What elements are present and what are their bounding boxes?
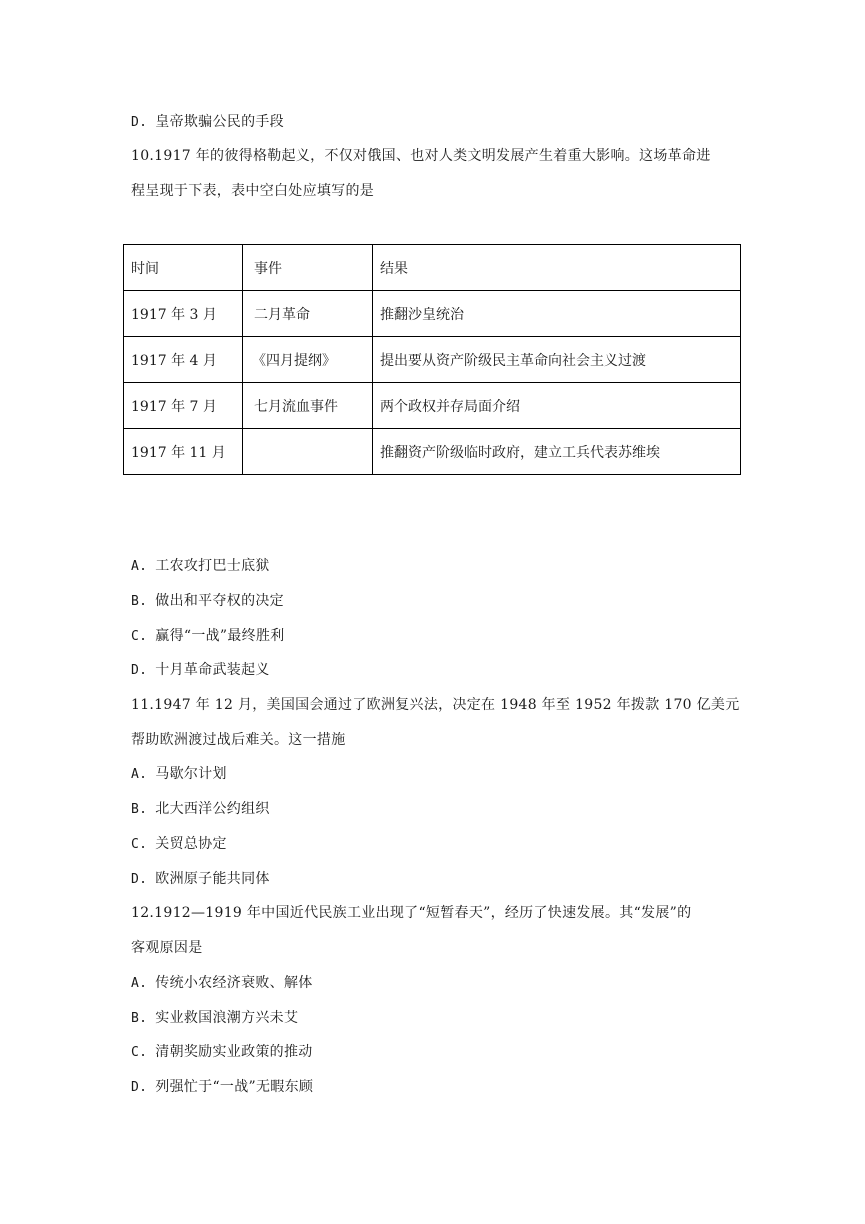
q12-stem-line1: 12.1912—1919 年中国近代民族工业出现了“短暂春天”，经历了快速发展。其“发展”的 — [131, 905, 692, 921]
option-text: 列强忙于“一战”无暇东顾 — [155, 1079, 314, 1095]
cell-time: 1917 年 3 月 — [124, 291, 243, 337]
cell-result: 提出要从资产阶级民主革命向社会主义过渡 — [373, 337, 741, 383]
cell-event: 七月流血事件 — [243, 383, 373, 429]
option-text: 关贸总协定 — [155, 836, 227, 852]
option-text: 赢得“一战”最终胜利 — [155, 628, 285, 644]
q11-option-c — [131, 834, 227, 855]
q12-stem-line2: 客观原因是 — [131, 940, 203, 956]
option-letter: D. — [131, 1080, 148, 1095]
option-text: 皇帝欺骗公民的手段 — [155, 114, 284, 130]
table-row — [124, 429, 741, 475]
option-letter: A. — [131, 976, 148, 991]
cell-time: 1917 年 11 月 — [124, 429, 243, 475]
header-time: 时间 — [124, 245, 243, 291]
q10-option-d — [131, 660, 270, 681]
option-letter: C. — [131, 1045, 148, 1060]
option-letter: C. — [131, 837, 148, 852]
revolution-timeline-table — [123, 244, 741, 475]
cell-time: 1917 年 4 月 — [124, 337, 243, 383]
table-row — [124, 291, 741, 337]
option-letter: B. — [131, 802, 148, 817]
q11-stem-line2: 帮助欧洲渡过战后难关。这一措施 — [131, 732, 346, 748]
cell-result: 推翻资产阶级临时政府，建立工兵代表苏维埃 — [373, 429, 741, 475]
q11-option-d — [131, 869, 270, 890]
q12-option-b — [131, 1008, 298, 1029]
option-letter: D. — [131, 872, 148, 887]
option-text: 十月革命武装起义 — [155, 662, 270, 678]
option-text: 马歇尔计划 — [155, 766, 227, 782]
q10-option-b — [131, 591, 284, 612]
option-text: 北大西洋公约组织 — [155, 801, 270, 817]
q10-option-a — [131, 556, 270, 577]
option-letter: D. — [131, 115, 148, 130]
q12-option-c — [131, 1042, 313, 1063]
table-row — [124, 337, 741, 383]
option-text: 清朝奖励实业政策的推动 — [155, 1044, 313, 1060]
option-letter: A. — [131, 767, 148, 782]
q10-option-c — [131, 626, 285, 647]
option-text: 工农攻打巴士底狱 — [155, 558, 270, 574]
q11-stem-line1: 11.1947 年 12 月，美国国会通过了欧洲复兴法，决定在 1948 年至 1952 年拨款 170 亿美元 — [131, 697, 740, 713]
option-text: 欧洲原子能共同体 — [155, 871, 270, 887]
table-header-row — [124, 245, 741, 291]
table-row — [124, 383, 741, 429]
q10-stem-line1: 10.1917 年的彼得格勒起义，不仅对俄国、也对人类文明发展产生着重大影响。这场革命进 — [131, 148, 711, 164]
option-letter: B. — [131, 1011, 148, 1026]
header-result: 结果 — [373, 245, 741, 291]
q12-option-a — [131, 973, 313, 994]
q11-option-b — [131, 799, 270, 820]
header-event: 事件 — [243, 245, 373, 291]
q9-option-d — [131, 112, 284, 133]
cell-event-blank — [243, 429, 373, 475]
cell-time: 1917 年 7 月 — [124, 383, 243, 429]
q11-option-a — [131, 764, 227, 785]
q10-stem-line2: 程呈现于下表，表中空白处应填写的是 — [131, 183, 375, 199]
cell-event: 二月革命 — [243, 291, 373, 337]
option-letter: B. — [131, 594, 148, 609]
option-letter: D. — [131, 663, 148, 678]
q12-option-d — [131, 1077, 313, 1098]
option-letter: A. — [131, 559, 148, 574]
option-text: 做出和平夺权的决定 — [155, 593, 284, 609]
option-letter: C. — [131, 629, 148, 644]
cell-event: 《四月提纲》 — [243, 337, 373, 383]
option-text: 实业救国浪潮方兴未艾 — [155, 1010, 299, 1026]
cell-result: 两个政权并存局面介绍 — [373, 383, 741, 429]
option-text: 传统小农经济衰败、解体 — [155, 975, 313, 991]
cell-result: 推翻沙皇统治 — [373, 291, 741, 337]
